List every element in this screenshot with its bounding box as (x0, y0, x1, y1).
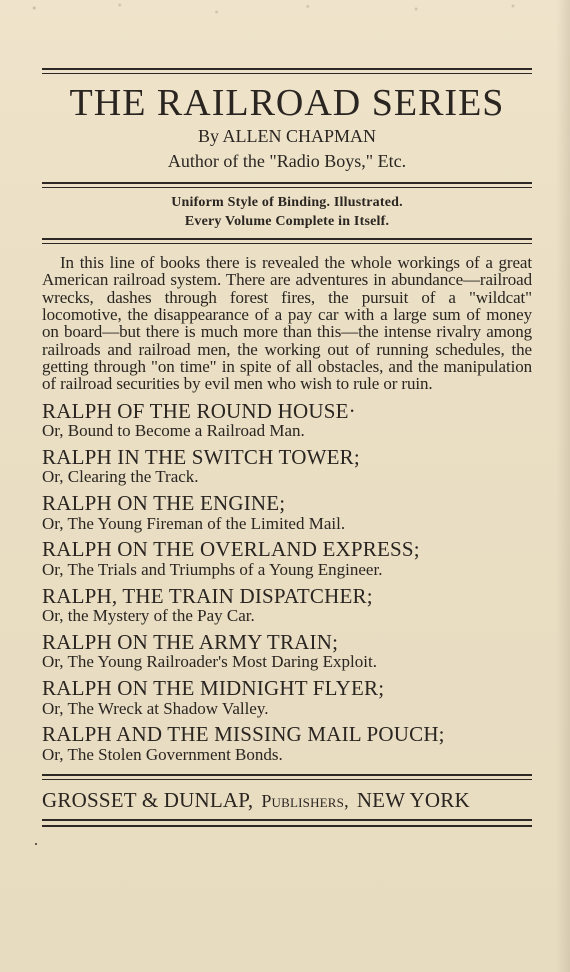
binding-info-line-2: Every Volume Complete in Itself. (184, 214, 390, 230)
author-credit: Author of the "Radio Boys," Etc. (167, 150, 407, 171)
book-item (42, 678, 532, 717)
ink-speck (35, 843, 37, 845)
book-item (42, 629, 532, 672)
paper-edge-shadow (556, 0, 570, 972)
book-item (42, 398, 532, 440)
book-subtitle: Or, The Trials and Triumphs of a Young Engineer. (42, 559, 383, 579)
book-item (42, 493, 532, 532)
publisher-line (42, 787, 532, 812)
book-title: RALPH ON THE ENGINE; (42, 491, 286, 516)
book-item (42, 539, 532, 578)
publisher-city: NEW YORK (356, 787, 470, 812)
meta-divider (42, 238, 532, 244)
book-list (42, 398, 532, 764)
book-title: RALPH ON THE MIDNIGHT FLYER; (42, 676, 385, 701)
book-subtitle: Or, Clearing the Track. (42, 467, 199, 487)
publisher-name: GROSSET & DUNLAP, (42, 787, 254, 812)
series-description: In this line of books there is revealed the whole workings of a great American railroad system. There are adventures in abundance—railroad wrecks, dashes through forest fires, the pursuit of a "wildcat" locomotive, the disappearance of a pay car with a large sum of money on board—but there is much more than this—the intense rivalry among railroads and railroad men, the working out of running schedules, the getting through "on time" in spite of all obstacles, and the manipulation of railroad securities by evil men who wish to rule or ruin. (42, 252, 532, 394)
book-item (42, 444, 532, 487)
paper-speckle (0, 0, 570, 20)
header-divider (42, 182, 532, 188)
publisher-top-rule (42, 774, 532, 780)
book-title: RALPH IN THE SWITCH TOWER; (42, 444, 360, 469)
book-title: RALPH OF THE ROUND HOUSE· (42, 398, 356, 423)
book-subtitle: Or, the Mystery of the Pay Car. (42, 606, 255, 625)
book-title: RALPH AND THE MISSING MAIL POUCH; (42, 722, 445, 747)
publisher-bottom-rule-2 (42, 825, 532, 827)
binding-info (42, 194, 532, 232)
publisher-bottom-rules (42, 819, 532, 827)
book-subtitle: Or, The Young Railroader's Most Daring Exploit. (42, 652, 377, 672)
series-title: THE RAILROAD SERIES (69, 82, 505, 124)
book-title: RALPH, THE TRAIN DISPATCHER; (42, 583, 373, 608)
book-title: RALPH ON THE ARMY TRAIN; (42, 629, 339, 654)
book-subtitle: Or, Bound to Become a Railroad Man. (42, 421, 305, 440)
book-item (42, 724, 532, 763)
book-item (42, 583, 532, 625)
top-double-rule (42, 68, 532, 74)
book-subtitle: Or, The Young Fireman of the Limited Mail. (42, 513, 346, 533)
book-title: RALPH ON THE OVERLAND EXPRESS; (42, 537, 420, 562)
publisher-label: Publishers, (261, 790, 349, 811)
binding-info-line-1: Uniform Style of Binding. Illustrated. (171, 195, 403, 211)
book-subtitle: Or, The Stolen Government Bonds. (42, 744, 283, 764)
advertisement-page (42, 68, 532, 827)
author-line: By ALLEN CHAPMAN (197, 126, 376, 146)
publisher-block (42, 774, 532, 827)
book-subtitle: Or, The Wreck at Shadow Valley. (42, 698, 269, 718)
